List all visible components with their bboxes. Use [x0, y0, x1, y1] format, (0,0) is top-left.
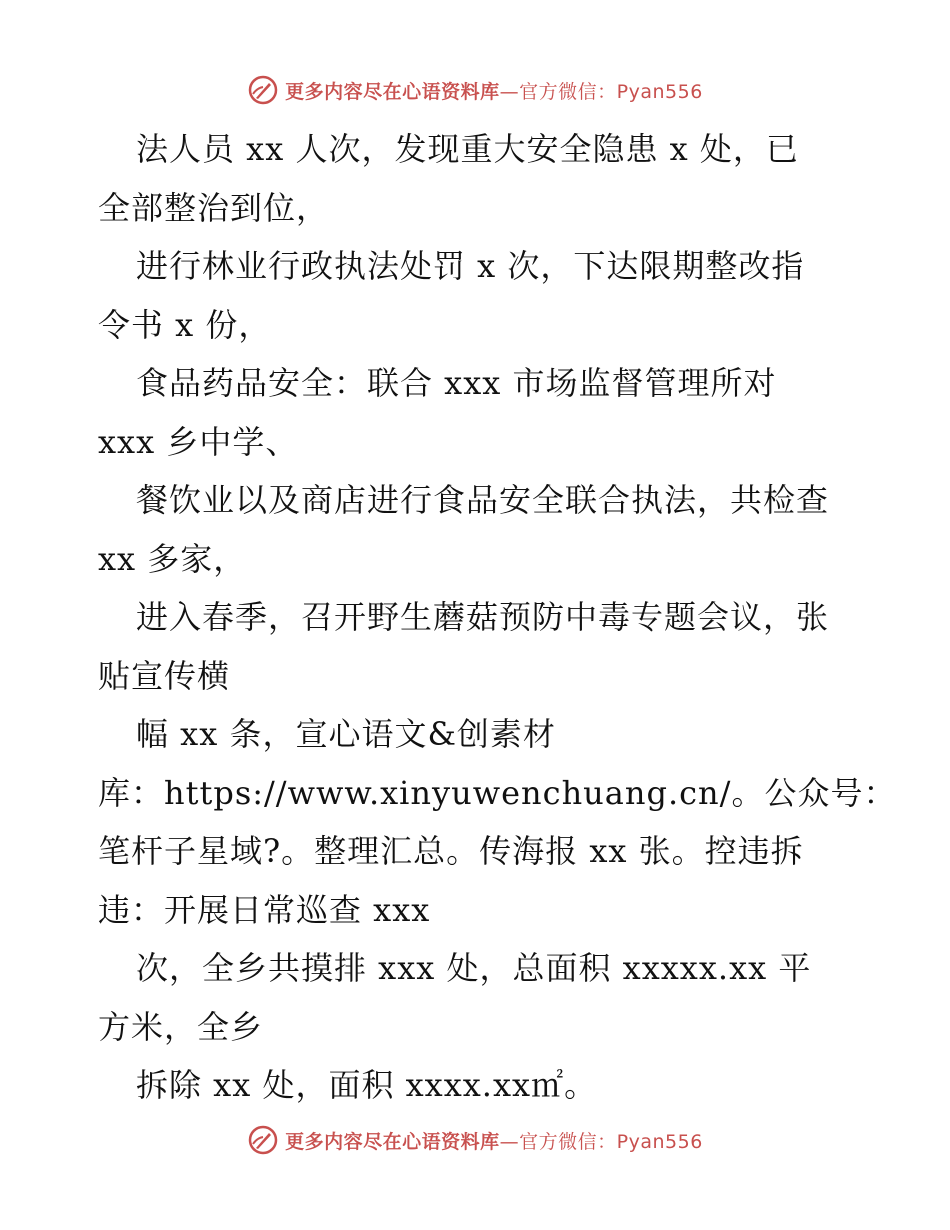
- header-banner-sep: —: [499, 80, 520, 103]
- body-text-line: 令书 x 份，: [98, 305, 272, 344]
- footer-banner: [0, 1120, 950, 1160]
- header-banner-main: 更多内容尽在心语资料库: [285, 80, 500, 103]
- body-text-line: 方米，全乡: [98, 1007, 264, 1046]
- document-body: [98, 120, 897, 1115]
- body-text-line: 笔杆子星域?。整理汇总。传海报 xx 张。控违拆: [98, 832, 804, 870]
- body-text-line: 库：https://www.xinyuwenchuang.cn/。公众号：: [98, 773, 897, 812]
- header-banner-rest: 官方微信：Pyan556: [519, 80, 703, 103]
- body-text-line: 餐饮业以及商店进行食品安全联合执法，共检查: [136, 481, 830, 519]
- header-banner: [0, 70, 950, 110]
- header-banner-inner: [247, 74, 703, 106]
- quill-logo-icon: [247, 74, 279, 106]
- footer-banner-sep: —: [499, 1130, 520, 1153]
- footer-banner-rest: 官方微信：Pyan556: [519, 1130, 703, 1153]
- quill-logo-icon: [247, 1124, 279, 1156]
- footer-banner-inner: [247, 1124, 703, 1156]
- body-text-line: 次，全乡共摸排 xxx 处，总面积 xxxxx.xx 平: [136, 949, 812, 987]
- body-text-line: xx 多家，: [98, 539, 247, 578]
- body-text-line: xxx 乡中学、: [98, 422, 299, 461]
- body-text-line: 法人员 xx 人次，发现重大安全隐患 x 处，已: [136, 130, 799, 168]
- body-text-line: 全部整治到位，: [98, 188, 330, 227]
- header-banner-text: [285, 77, 703, 104]
- body-text-line: 拆除 xx 处，面积 xxxx.xx㎡。: [136, 1066, 598, 1104]
- footer-banner-main: 更多内容尽在心语资料库: [285, 1130, 500, 1153]
- body-text-line: 食品药品安全：联合 xxx 市场监督管理所对: [136, 364, 777, 402]
- body-text-line: 贴宣传横: [98, 656, 231, 695]
- body-text-line: 进入春季，召开野生蘑菇预防中毒专题会议，张: [136, 598, 830, 636]
- footer-banner-text: [285, 1127, 703, 1154]
- body-text-line: 幅 xx 条，宣心语文&创素材: [136, 715, 556, 753]
- body-text-line: 违：开展日常巡查 xxx: [98, 890, 431, 929]
- body-text-line: 进行林业行政执法处罚 x 次，下达限期整改指: [136, 247, 805, 285]
